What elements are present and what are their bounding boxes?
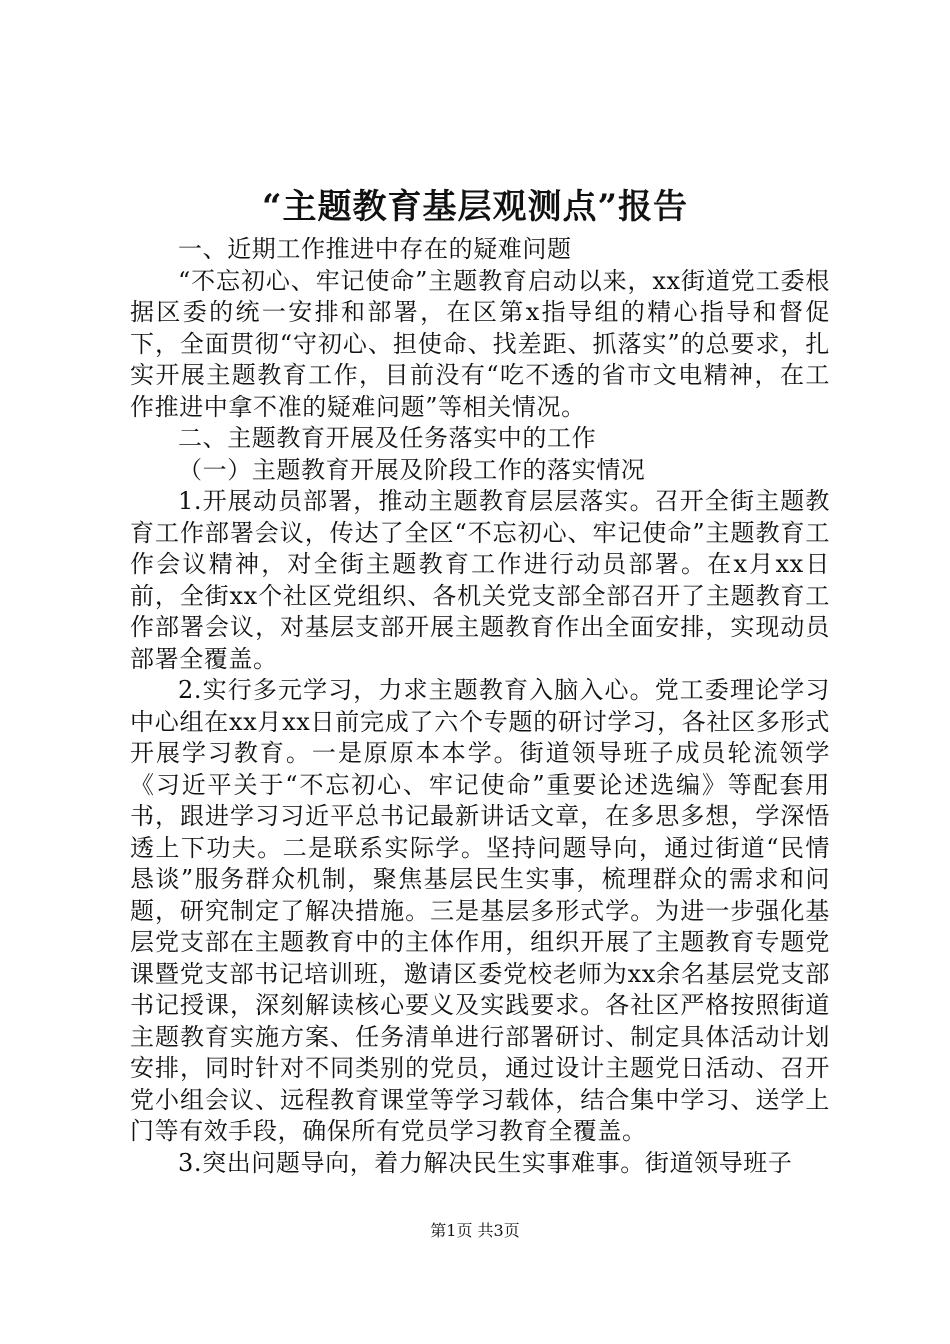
paragraph-intro: “不忘初心、牢记使命”主题教育启动以来，xx街道党工委根据区委的统一安排和部署，在区第x指导组的精心指导和督促下，全面贯彻“守初心、担使命、找差距、抓落实”的总要求，扎实开展主题教育工作，目前没有“吃不透的省市文电精神，在工作推进中拿不准的疑难问题”等相关情况。	[130, 266, 830, 421]
section-heading-1: 一、近期工作推进中存在的疑难问题	[178, 235, 572, 263]
paragraph-item-2: 2.实行多元学习，力求主题教育入脑入心。党工委理论学习中心组在xx月xx日前完成了六个专题的研讨学习，各社区多形式开展学习教育。一是原原本本学。街道领导班子成员轮流领学《习近平关于“不忘初心、牢记使命”重要论述选编》等配套用书，跟进学习习近平总书记最新讲话文章，在多思多想，学深悟透上下功夫。二是联系实际学。坚持问题导向，通过街道“民情恳谈”服务群众机制，聚焦基层民生实事，梳理群众的需求和问题，研究制定了解决措施。三是基层多形式学。为进一步强化基层党支部在主题教育中的主体作用，组织开展了主题教育专题党课暨党支部书记培训班，邀请区委党校老师为xx余名基层党支部书记授课，深刻解读核心要义及实践要求。各社区严格按照街道主题教育实施方案、任务清单进行部署研讨、制定具体活动计划安排，同时针对不同类别的党员，通过设计主题党日活动、召开党小组会议、远程教育课堂等学习载体，结合集中学习、送学上门等有效手段，确保所有党员学习教育全覆盖。	[130, 676, 830, 1145]
document-title: “主题教育基层观测点”报告	[261, 187, 689, 227]
page-number-footer: 第1页 共3页	[430, 1221, 520, 1240]
paragraph-item-3: 3.突出问题导向，着力解决民生实事难事。街道领导班子	[178, 1148, 793, 1177]
paragraph-item-1: 1.开展动员部署，推动主题教育层层落实。召开全街主题教育工作部署会议，传达了全区“不忘初心、牢记使命”主题教育工作会议精神，对全街主题教育工作进行动员部署。在x月xx日前，全街xx个社区党组织、各机关党支部全部召开了主题教育工作部署会议，对基层支部开展主题教育作出全面安排，实现动员部署全覆盖。	[130, 487, 830, 673]
document-body	[130, 234, 830, 1179]
section-heading-2: 二、主题教育开展及任务落实中的工作	[178, 424, 597, 452]
subsection-heading-1: （一）主题教育开展及阶段工作的落实情况	[178, 455, 646, 484]
